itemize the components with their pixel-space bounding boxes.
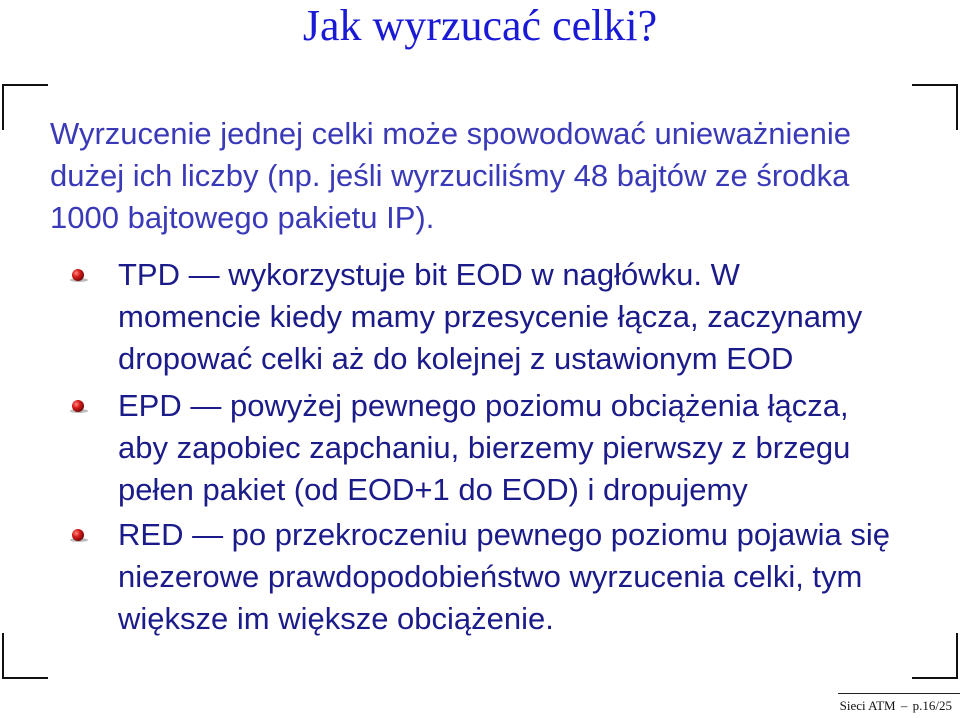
footer-separator: – xyxy=(900,698,908,713)
bullet-line: większe im większe obciążenie. xyxy=(118,601,554,636)
bullet-line: niezerowe prawdopodobieństwo wyrzucenia celki, tym xyxy=(118,559,863,594)
footer-page-number: p.16/25 xyxy=(912,698,952,713)
bullet-line: EPD — powyżej pewnego poziomu obciążenia łącza, xyxy=(118,388,849,423)
bullet-line: momencie kiedy mamy przesycenie łącza, zaczynamy xyxy=(118,299,863,334)
red-ball-bullet-icon xyxy=(67,528,89,542)
bullet-item-red xyxy=(118,514,948,640)
bullet-line: RED — po przekroczeniu pewnego poziomu pojawia się xyxy=(118,517,890,552)
bullet-item-tpd xyxy=(118,254,948,380)
bullet-item-epd xyxy=(118,385,948,511)
intro-line: dużej ich liczby (np. jeśli wyrzuciliśmy 48 bajtów ze środka xyxy=(50,158,850,193)
footer-text xyxy=(840,698,952,714)
bullet-line: aby zapobiec zapchaniu, bierzemy pierwszy z brzegu xyxy=(118,430,851,465)
intro-line: Wyrzucenie jednej celki może spowodować unieważnienie xyxy=(50,116,851,151)
bullet-line: TPD — wykorzystuje bit EOD w nagłówku. W xyxy=(118,257,740,292)
slide-footer xyxy=(0,693,960,718)
red-ball-bullet-icon xyxy=(67,399,89,413)
intro-line: 1000 bajtowego pakietu IP). xyxy=(50,200,435,235)
bullet-line: pełen pakiet (od EOD+1 do EOD) i dropujemy xyxy=(118,472,748,507)
frame-corner-bottom-left xyxy=(2,633,48,679)
footer-rule xyxy=(838,693,960,694)
red-ball-bullet-icon xyxy=(67,268,89,282)
intro-paragraph xyxy=(50,113,920,239)
frame-corner-top-left xyxy=(2,84,48,130)
bullet-line: dropować celki aż do kolejnej z ustawionym EOD xyxy=(118,341,794,376)
footer-course: Sieci ATM xyxy=(839,698,896,713)
slide-title: Jak wyrzucać celki? xyxy=(302,1,658,50)
